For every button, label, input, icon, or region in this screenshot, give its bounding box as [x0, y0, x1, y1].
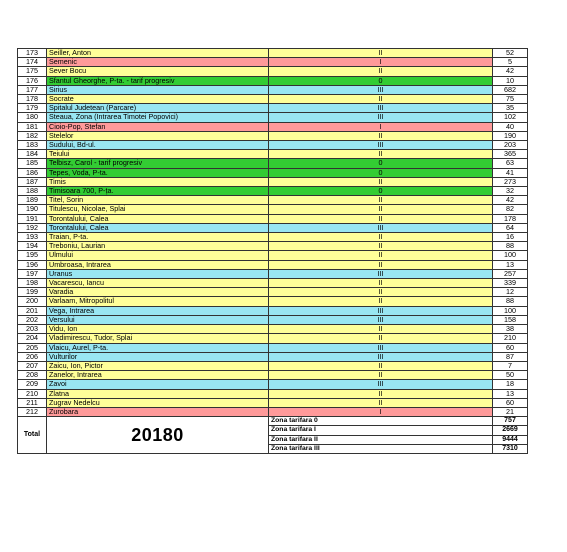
- zone-ii-total-value: 9444: [493, 435, 528, 444]
- place-count: 88: [493, 242, 528, 251]
- place-count: 64: [493, 223, 528, 232]
- tariff-zone: III: [269, 141, 493, 150]
- tariff-zone: II: [269, 371, 493, 380]
- table-row: [18, 141, 528, 150]
- table-row: [18, 58, 528, 67]
- street-name: Umbroasa, Intrarea: [47, 260, 269, 269]
- place-count: 75: [493, 95, 528, 104]
- place-count: 63: [493, 159, 528, 168]
- tariff-zone: II: [269, 49, 493, 58]
- row-number: 189: [18, 196, 47, 205]
- tariff-zone: II: [269, 260, 493, 269]
- street-name: Versului: [47, 315, 269, 324]
- place-count: 273: [493, 177, 528, 186]
- street-name: Vidu, Ion: [47, 325, 269, 334]
- zone-ii-total-label: Zona tarifara II: [269, 435, 493, 444]
- street-name: Zugrav Nedelcu: [47, 398, 269, 407]
- tariff-zone: III: [269, 269, 493, 278]
- street-name: Varadia: [47, 288, 269, 297]
- street-name: Vulturilor: [47, 352, 269, 361]
- table-row: [18, 242, 528, 251]
- row-number: 173: [18, 49, 47, 58]
- table-row: [18, 389, 528, 398]
- tariff-zone: II: [269, 214, 493, 223]
- place-count: 10: [493, 76, 528, 85]
- table-row: [18, 95, 528, 104]
- place-count: 5: [493, 58, 528, 67]
- row-number: 201: [18, 306, 47, 315]
- row-number: 186: [18, 168, 47, 177]
- street-name: Zurobara: [47, 407, 269, 416]
- tariff-zone: I: [269, 122, 493, 131]
- street-name: Tepes, Voda, P-ta.: [47, 168, 269, 177]
- row-number: 202: [18, 315, 47, 324]
- tariff-zone: II: [269, 398, 493, 407]
- street-name: Treboniu, Laurian: [47, 242, 269, 251]
- street-name: Sever Bocu: [47, 67, 269, 76]
- table-row: [18, 279, 528, 288]
- tariff-zone: 0: [269, 76, 493, 85]
- street-name: Steaua, Zona (Intrarea Timotei Popovici): [47, 113, 269, 122]
- street-name: Vega, Intrarea: [47, 306, 269, 315]
- row-number: 200: [18, 297, 47, 306]
- place-count: 87: [493, 352, 528, 361]
- street-name: Zaicu, Ion, Pictor: [47, 361, 269, 370]
- row-number: 177: [18, 85, 47, 94]
- row-number: 180: [18, 113, 47, 122]
- street-zone-table: [17, 48, 528, 454]
- place-count: 100: [493, 251, 528, 260]
- place-count: 210: [493, 334, 528, 343]
- tariff-zone: II: [269, 242, 493, 251]
- place-count: 32: [493, 187, 528, 196]
- row-number: 190: [18, 205, 47, 214]
- place-count: 21: [493, 407, 528, 416]
- tariff-zone: II: [269, 334, 493, 343]
- tariff-zone: III: [269, 352, 493, 361]
- street-name: Sudului, Bd-ul.: [47, 141, 269, 150]
- place-count: 682: [493, 85, 528, 94]
- table-row: [18, 49, 528, 58]
- row-number: 183: [18, 141, 47, 150]
- street-name: Telbisz, Carol - tarif progresiv: [47, 159, 269, 168]
- tariff-zone: II: [269, 67, 493, 76]
- table-row: [18, 177, 528, 186]
- place-count: 257: [493, 269, 528, 278]
- tariff-zone: II: [269, 196, 493, 205]
- row-number: 203: [18, 325, 47, 334]
- street-name: Sfantul Gheorghe, P-ta. - tarif progresiv: [47, 76, 269, 85]
- table-body: [18, 49, 528, 417]
- place-count: 100: [493, 306, 528, 315]
- tariff-zone: II: [269, 205, 493, 214]
- row-number: 193: [18, 233, 47, 242]
- place-count: 190: [493, 131, 528, 140]
- row-number: 178: [18, 95, 47, 104]
- zone-0-total-value: 757: [493, 417, 528, 426]
- street-name: Zanelor, Intrarea: [47, 371, 269, 380]
- place-count: 42: [493, 196, 528, 205]
- tariff-zone: II: [269, 297, 493, 306]
- row-number: 192: [18, 223, 47, 232]
- totals-section: [18, 417, 528, 454]
- table-row: [18, 407, 528, 416]
- tariff-zone: 0: [269, 187, 493, 196]
- row-number: 197: [18, 269, 47, 278]
- street-name: Socrate: [47, 95, 269, 104]
- street-name: Teiului: [47, 150, 269, 159]
- table-row: [18, 122, 528, 131]
- zone-i-total-label: Zona tarifara I: [269, 426, 493, 435]
- table-row: [18, 325, 528, 334]
- zone-iii-total-value: 7310: [493, 444, 528, 453]
- place-count: 88: [493, 297, 528, 306]
- row-number: 208: [18, 371, 47, 380]
- table-row: [18, 251, 528, 260]
- table-row: [18, 159, 528, 168]
- row-number: 198: [18, 279, 47, 288]
- tariff-zone: II: [269, 233, 493, 242]
- row-number: 176: [18, 76, 47, 85]
- total-value: 20180: [47, 417, 269, 454]
- street-name: Cioio-Pop, Stefan: [47, 122, 269, 131]
- table-row: [18, 196, 528, 205]
- street-name: Sirius: [47, 85, 269, 94]
- street-name: Semenic: [47, 58, 269, 67]
- table-row: [18, 343, 528, 352]
- row-number: 199: [18, 288, 47, 297]
- table-row: [18, 371, 528, 380]
- tariff-zone: 0: [269, 159, 493, 168]
- street-name: Uranus: [47, 269, 269, 278]
- row-number: 188: [18, 187, 47, 196]
- place-count: 50: [493, 371, 528, 380]
- tariff-zone: II: [269, 279, 493, 288]
- place-count: 16: [493, 233, 528, 242]
- row-number: 196: [18, 260, 47, 269]
- tariff-zone: III: [269, 343, 493, 352]
- total-label: Total: [18, 417, 47, 454]
- place-count: 38: [493, 325, 528, 334]
- tariff-zone: III: [269, 85, 493, 94]
- place-count: 12: [493, 288, 528, 297]
- place-count: 158: [493, 315, 528, 324]
- street-name: Traian, P-ta.: [47, 233, 269, 242]
- place-count: 60: [493, 343, 528, 352]
- table-row: [18, 85, 528, 94]
- table-row: [18, 214, 528, 223]
- street-name: Titulescu, Nicolae, Splai: [47, 205, 269, 214]
- tariff-zone: III: [269, 223, 493, 232]
- row-number: 195: [18, 251, 47, 260]
- table-row: [18, 380, 528, 389]
- table-row: [18, 334, 528, 343]
- row-number: 210: [18, 389, 47, 398]
- table-row: [18, 150, 528, 159]
- row-number: 175: [18, 67, 47, 76]
- street-name: Zavoi: [47, 380, 269, 389]
- table-row: [18, 104, 528, 113]
- place-count: 339: [493, 279, 528, 288]
- table-row: [18, 67, 528, 76]
- street-name: Stelelor: [47, 131, 269, 140]
- street-name: Vladimirescu, Tudor, Splai: [47, 334, 269, 343]
- tariff-zone: II: [269, 361, 493, 370]
- tariff-zone: III: [269, 380, 493, 389]
- place-count: 52: [493, 49, 528, 58]
- tariff-zone: II: [269, 131, 493, 140]
- row-number: 174: [18, 58, 47, 67]
- street-name: Ulmului: [47, 251, 269, 260]
- tariff-zone: II: [269, 325, 493, 334]
- row-number: 181: [18, 122, 47, 131]
- zone-i-total-value: 2669: [493, 426, 528, 435]
- row-number: 194: [18, 242, 47, 251]
- table-row: [18, 233, 528, 242]
- zone-0-total-label: Zona tarifara 0: [269, 417, 493, 426]
- table-row: [18, 223, 528, 232]
- street-name: Varlaam, Mitropolitul: [47, 297, 269, 306]
- street-name: Torontalului, Calea: [47, 223, 269, 232]
- row-number: 211: [18, 398, 47, 407]
- tariff-zone: II: [269, 150, 493, 159]
- place-count: 41: [493, 168, 528, 177]
- tariff-zone: II: [269, 251, 493, 260]
- street-name: Zlatna: [47, 389, 269, 398]
- tariff-zone: II: [269, 288, 493, 297]
- row-number: 206: [18, 352, 47, 361]
- street-name: Torontalului, Calea: [47, 214, 269, 223]
- place-count: 60: [493, 398, 528, 407]
- place-count: 102: [493, 113, 528, 122]
- table-row: [18, 260, 528, 269]
- place-count: 13: [493, 389, 528, 398]
- table-row: [18, 187, 528, 196]
- street-name: Vlaicu, Aurel, P-ta.: [47, 343, 269, 352]
- table-row: [18, 352, 528, 361]
- table-row: [18, 269, 528, 278]
- street-name: Titel, Sorin: [47, 196, 269, 205]
- street-name: Seiller, Anton: [47, 49, 269, 58]
- tariff-zone: II: [269, 95, 493, 104]
- table-row: [18, 315, 528, 324]
- tariff-zone: III: [269, 104, 493, 113]
- street-name: Timis: [47, 177, 269, 186]
- street-name: Spitalul Judetean (Parcare): [47, 104, 269, 113]
- place-count: 42: [493, 67, 528, 76]
- table-row: [18, 131, 528, 140]
- table-row: [18, 398, 528, 407]
- row-number: 209: [18, 380, 47, 389]
- tariff-zone: I: [269, 58, 493, 67]
- row-number: 187: [18, 177, 47, 186]
- street-name: Vacarescu, Iancu: [47, 279, 269, 288]
- row-number: 182: [18, 131, 47, 140]
- row-number: 179: [18, 104, 47, 113]
- zone-iii-total-label: Zona tarifara III: [269, 444, 493, 453]
- place-count: 40: [493, 122, 528, 131]
- place-count: 82: [493, 205, 528, 214]
- tariff-zone: III: [269, 306, 493, 315]
- row-number: 212: [18, 407, 47, 416]
- table-row: [18, 76, 528, 85]
- tariff-zone: 0: [269, 168, 493, 177]
- table-row: [18, 306, 528, 315]
- table-row: [18, 361, 528, 370]
- tariff-zone: III: [269, 315, 493, 324]
- table-row: [18, 297, 528, 306]
- tariff-zone: II: [269, 177, 493, 186]
- place-count: 203: [493, 141, 528, 150]
- tariff-zone: II: [269, 389, 493, 398]
- row-number: 185: [18, 159, 47, 168]
- row-number: 204: [18, 334, 47, 343]
- row-number: 205: [18, 343, 47, 352]
- table-row: [18, 168, 528, 177]
- table-row: [18, 205, 528, 214]
- table-row: [18, 288, 528, 297]
- table-row: [18, 113, 528, 122]
- row-number: 207: [18, 361, 47, 370]
- tariff-zone: I: [269, 407, 493, 416]
- place-count: 18: [493, 380, 528, 389]
- place-count: 13: [493, 260, 528, 269]
- street-name: Timisoara 700, P-ța.: [47, 187, 269, 196]
- place-count: 7: [493, 361, 528, 370]
- place-count: 178: [493, 214, 528, 223]
- place-count: 365: [493, 150, 528, 159]
- tariff-zone: III: [269, 113, 493, 122]
- row-number: 184: [18, 150, 47, 159]
- place-count: 35: [493, 104, 528, 113]
- row-number: 191: [18, 214, 47, 223]
